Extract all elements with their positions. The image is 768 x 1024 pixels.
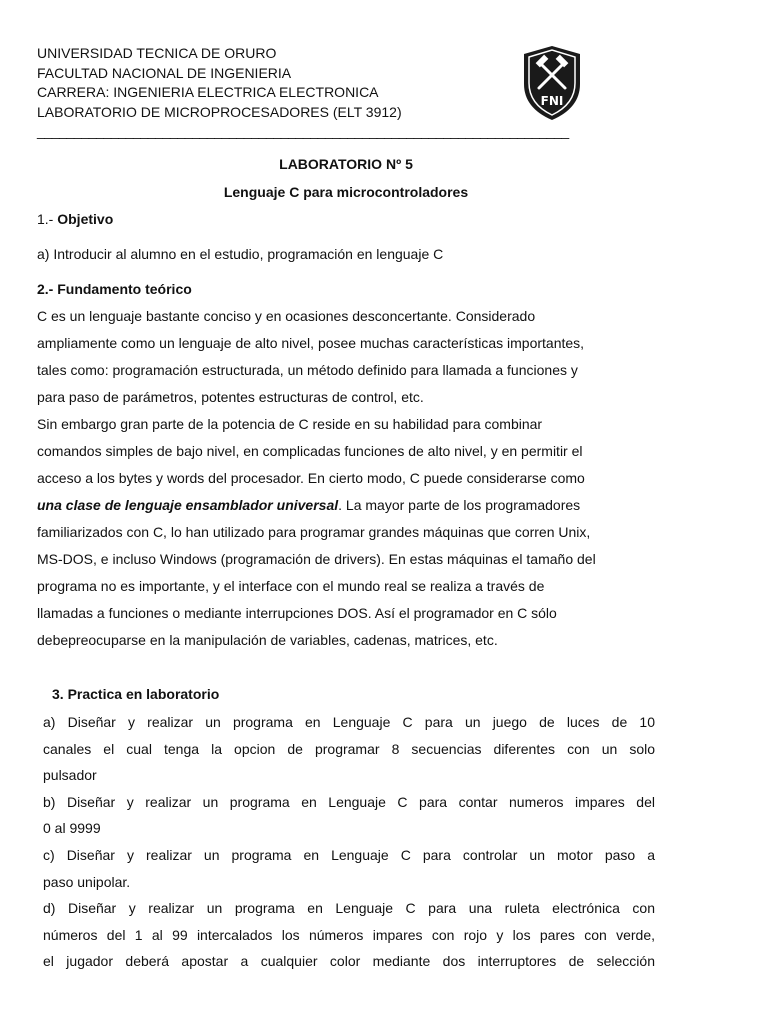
university-name: UNIVERSIDAD TECNICA DE ORURO xyxy=(37,45,277,61)
section1-heading xyxy=(37,211,113,227)
section3-heading: 3. Practica en laboratorio xyxy=(52,686,220,702)
header-rule: ________________________________________________________________________ xyxy=(37,123,569,139)
paragraph-line: debepreocuparse en la manipulación de variables, cadenas, matrices, etc. xyxy=(37,632,498,648)
objective-item-a: a) Introducir al alumno en el estudio, programación en lenguaje C xyxy=(37,246,444,262)
section2-body xyxy=(37,303,657,654)
lab-subtitle: Lenguaje C para microcontroladores xyxy=(223,184,469,200)
section1-title: Objetivo xyxy=(57,211,114,227)
paragraph-line: ampliamente como un lenguaje de alto nivel, posee muchas características importantes, xyxy=(37,335,585,351)
practice-line: paso unipolar. xyxy=(43,873,131,890)
paragraph-line xyxy=(37,492,657,519)
lab-title: LABORATORIO Nº 5 xyxy=(279,156,413,172)
practice-line: a) Diseñar y realizar un programa en Lenguaje C para un juego de luces de 10 xyxy=(43,714,655,730)
paragraph-line: para paso de parámetros, potentes estructuras de control, etc. xyxy=(37,389,424,405)
paragraph-line: tales como: programación estructurada, un método definido para llamada a funciones y xyxy=(37,362,578,378)
paragraph-line: MS-DOS, e incluso Windows (programación de drivers). En estas máquinas el tamaño del xyxy=(37,551,596,567)
practice-line: c) Diseñar y realizar un programa en Lenguaje C para controlar un motor paso a xyxy=(43,846,655,863)
practice-line: números del 1 al 99 intercalados los números impares con rojo y los pares con verde, xyxy=(43,926,655,943)
practice-line: canales el cual tenga la opcion de programar 8 secuencias diferentes con un solo xyxy=(43,740,655,757)
section3-body xyxy=(43,709,655,975)
paragraph-line: comandos simples de bajo nivel, en complicadas funciones de alto nivel, y en permitir el xyxy=(37,443,583,459)
section2-heading: 2.- Fundamento teórico xyxy=(37,281,192,297)
faculty-name: FACULTAD NACIONAL DE INGENIERIA xyxy=(37,64,292,81)
paragraph-line: programa no es importante, y el interface con el mundo real se realiza a través de xyxy=(37,578,545,594)
career-name: CARRERA: INGENIERIA ELECTRICA ELECTRONICA xyxy=(37,84,379,100)
practice-line: el jugador deberá apostar a cualquier color mediante dos interruptores de selección xyxy=(43,953,655,970)
practice-line: pulsador xyxy=(43,767,97,784)
logo-text: FNI xyxy=(540,94,564,108)
lab-name: LABORATORIO DE MICROPROCESADORES (ELT 3912) xyxy=(37,103,402,120)
emphasis-text: una clase de lenguaje ensamblador universal xyxy=(37,497,339,513)
fni-logo-icon xyxy=(519,44,585,122)
paragraph-line: llamadas a funciones o mediante interrupciones DOS. Así el programador en C sólo xyxy=(37,605,557,621)
paragraph-line: Sin embargo gran parte de la potencia de C reside en su habilidad para combinar xyxy=(37,416,543,432)
practice-line: d) Diseñar y realizar un programa en Lenguaje C para una ruleta electrónica con xyxy=(43,900,655,917)
paragraph-line: acceso a los bytes y words del procesador. En cierto modo, C puede considerarse como xyxy=(37,470,585,486)
emphasis-tail: . La mayor parte de los programadores xyxy=(338,497,581,513)
paragraph-line: familiarizados con C, lo han utilizado para programar grandes máquinas que corren Unix, xyxy=(37,524,591,540)
practice-line: 0 al 9999 xyxy=(43,820,101,837)
paragraph-line: C es un lenguaje bastante conciso y en ocasiones desconcertante. Considerado xyxy=(37,308,536,324)
practice-line: b) Diseñar y realizar un programa en Lenguaje C para contar numeros impares del xyxy=(43,793,655,810)
section1-number: 1.- xyxy=(37,211,58,227)
institution-header xyxy=(37,44,569,142)
